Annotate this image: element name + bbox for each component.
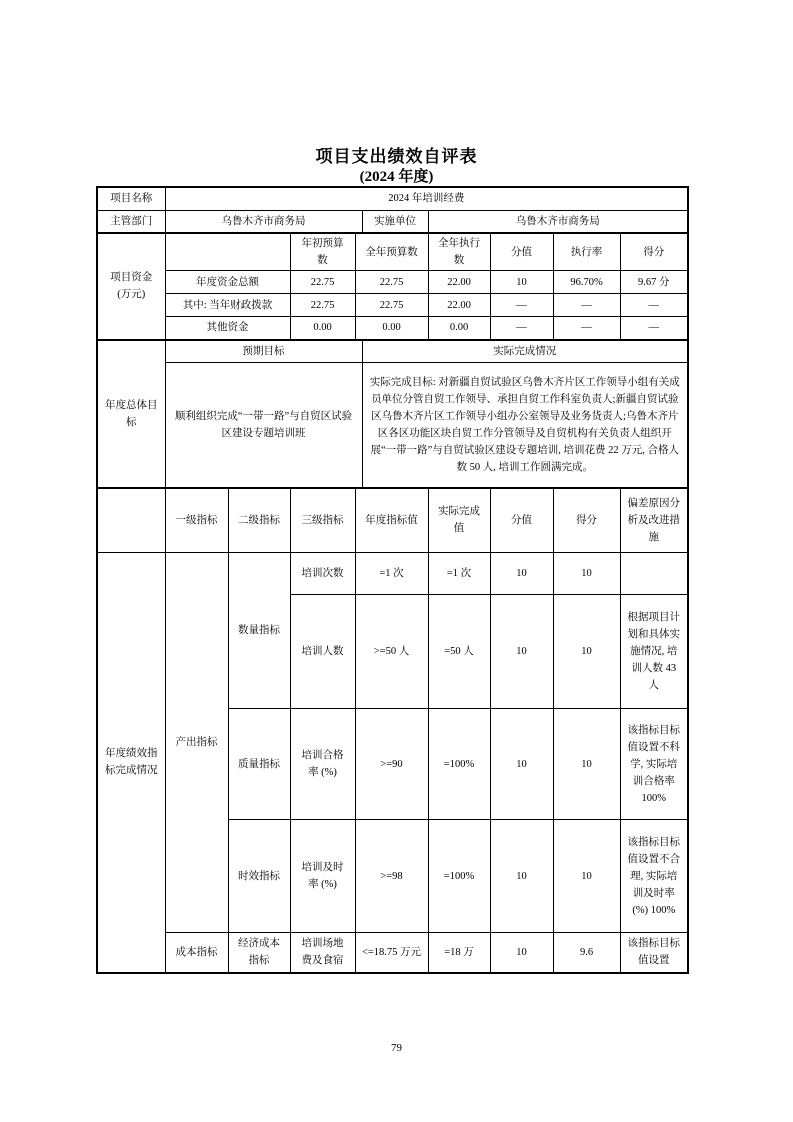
- funding-col-initial-budget: 年初预算数: [290, 233, 355, 271]
- goal-section-label: 年度总体目标: [97, 340, 165, 488]
- table-row: [97, 294, 688, 317]
- indicator-actual-value: =50 人: [428, 595, 490, 709]
- indicator-target-value: >=98: [355, 820, 428, 933]
- self-eval-table: [96, 186, 689, 974]
- indicator-target-value: <=18.75 万元: [355, 933, 428, 973]
- indicator-score: 10: [553, 820, 620, 933]
- indicator-score: 10: [553, 709, 620, 820]
- funding-cell-score-total: —: [490, 317, 553, 340]
- indicators-col-target: 年度指标值: [355, 488, 428, 553]
- table-row: [97, 271, 688, 294]
- indicator-remark: 根据项目计划和具体实施情况, 培训人数 43 人: [620, 595, 688, 709]
- dept-label: 主管部门: [97, 210, 165, 233]
- funding-cell-budget: 0.00: [355, 317, 428, 340]
- indicators-section-label: 年度绩效指标完成情况: [97, 553, 165, 973]
- indicator-level2-quality: 质量指标: [228, 709, 290, 820]
- funding-col-exec-rate: 执行率: [553, 233, 620, 271]
- page-number: 79: [391, 1042, 402, 1054]
- table-row: [97, 363, 688, 488]
- indicator-level3: 培训合格率 (%): [290, 709, 355, 820]
- indicator-score: 9.6: [553, 933, 620, 973]
- dept-value: 乌鲁木齐市商务局: [165, 210, 362, 233]
- indicators-empty-header-cell: [97, 488, 165, 553]
- funding-cell-budget: 22.75: [355, 271, 428, 294]
- funding-col-score-total: 分值: [490, 233, 553, 271]
- indicator-score: 10: [553, 553, 620, 595]
- funding-empty-header-cell: [165, 233, 290, 271]
- indicator-actual-value: =100%: [428, 709, 490, 820]
- indicators-col-score-total: 分值: [490, 488, 553, 553]
- table-row: [97, 933, 688, 973]
- funding-cell-score: —: [620, 317, 688, 340]
- indicator-score-total: 10: [490, 933, 553, 973]
- funding-cell-score-total: 10: [490, 271, 553, 294]
- funding-cell-rate: —: [553, 294, 620, 317]
- funding-row-label: 年度资金总额: [165, 271, 290, 294]
- funding-cell-score: —: [620, 294, 688, 317]
- funding-cell-score: 9.67 分: [620, 271, 688, 294]
- funding-cell-initial: 22.75: [290, 271, 355, 294]
- doc-subtitle: (2024 年度): [359, 169, 434, 185]
- goal-expected-text: 顺利组织完成“一带一路”与自贸区试验区建设专题培训班: [165, 363, 362, 488]
- indicator-level2-time: 时效指标: [228, 820, 290, 933]
- funding-cell-initial: 22.75: [290, 294, 355, 317]
- funding-cell-initial: 0.00: [290, 317, 355, 340]
- indicator-level2-quantity: 数量指标: [228, 553, 290, 709]
- indicator-level3: 培训次数: [290, 553, 355, 595]
- funding-cell-score-total: —: [490, 294, 553, 317]
- indicators-col-actual: 实际完成值: [428, 488, 490, 553]
- funding-cell-exec: 22.00: [428, 271, 490, 294]
- goal-actual-header: 实际完成情况: [362, 340, 688, 363]
- indicator-remark: 该指标目标值设置不科学, 实际培训合格率 100%: [620, 709, 688, 820]
- indicators-col-level2: 二级指标: [228, 488, 290, 553]
- funding-cell-rate: 96.70%: [553, 271, 620, 294]
- funding-col-annual-budget: 全年预算数: [355, 233, 428, 271]
- goal-expected-header: 预期目标: [165, 340, 362, 363]
- indicator-remark: [620, 553, 688, 595]
- impl-unit-label: 实施单位: [362, 210, 428, 233]
- indicator-level2-cost: 经济成本指标: [228, 933, 290, 973]
- indicator-score-total: 10: [490, 709, 553, 820]
- funding-cell-rate: —: [553, 317, 620, 340]
- funding-col-execution: 全年执行数: [428, 233, 490, 271]
- indicator-target-value: =1 次: [355, 553, 428, 595]
- funding-row-label: 其他资金: [165, 317, 290, 340]
- indicators-col-level3: 三级指标: [290, 488, 355, 553]
- funding-col-score: 得分: [620, 233, 688, 271]
- indicator-score-total: 10: [490, 553, 553, 595]
- goal-actual-text: 实际完成目标: 对新疆自贸试验区乌鲁木齐片区工作领导小组有关成员单位分管自贸工作领导、承担自贸工作科室负责人;新疆自贸试验区乌鲁木齐片区工作领导小组办公室领导及业务货责人;乌鲁木齐片区各区功能区块自贸工作分管领导及自贸机构有关负责人组织开展“一带一路”与自贸试验区建设专题培训, 培训花费 22 万元, 合格人数 50 人, 培训工作圆满完成。: [362, 363, 688, 488]
- indicator-remark: 该指标目标值设置不合理, 实际培训及时率 (%) 100%: [620, 820, 688, 933]
- indicator-level3: 培训人数: [290, 595, 355, 709]
- indicators-col-score: 得分: [553, 488, 620, 553]
- indicator-level1-output: 产出指标: [165, 553, 228, 933]
- funding-row-label: 其中: 当年财政拨款: [165, 294, 290, 317]
- indicator-level3: 培训场地费及食宿: [290, 933, 355, 973]
- funding-cell-budget: 22.75: [355, 294, 428, 317]
- indicator-score-total: 10: [490, 820, 553, 933]
- project-name-label: 项目名称: [97, 187, 165, 210]
- indicator-actual-value: =18 万: [428, 933, 490, 973]
- table-row: [97, 553, 688, 595]
- indicator-actual-value: =1 次: [428, 553, 490, 595]
- funding-cell-exec: 0.00: [428, 317, 490, 340]
- indicator-level3: 培训及时率 (%): [290, 820, 355, 933]
- indicator-target-value: >=50 人: [355, 595, 428, 709]
- indicator-actual-value: =100%: [428, 820, 490, 933]
- project-name-value: 2024 年培训经费: [165, 187, 688, 210]
- impl-unit-value: 乌鲁木齐市商务局: [428, 210, 688, 233]
- doc-title: 项目支出绩效自评表: [315, 147, 478, 166]
- indicator-target-value: >=90: [355, 709, 428, 820]
- indicator-score: 10: [553, 595, 620, 709]
- indicator-score-total: 10: [490, 595, 553, 709]
- funding-cell-exec: 22.00: [428, 294, 490, 317]
- indicator-remark: 该指标目标值设置: [620, 933, 688, 973]
- indicator-level1-cost: 成本指标: [165, 933, 228, 973]
- indicators-col-deviation: 偏差原因分析及改进措施: [620, 488, 688, 553]
- indicators-col-level1: 一级指标: [165, 488, 228, 553]
- funding-section-label: 项目资金(万元): [97, 233, 165, 340]
- table-row: [97, 317, 688, 340]
